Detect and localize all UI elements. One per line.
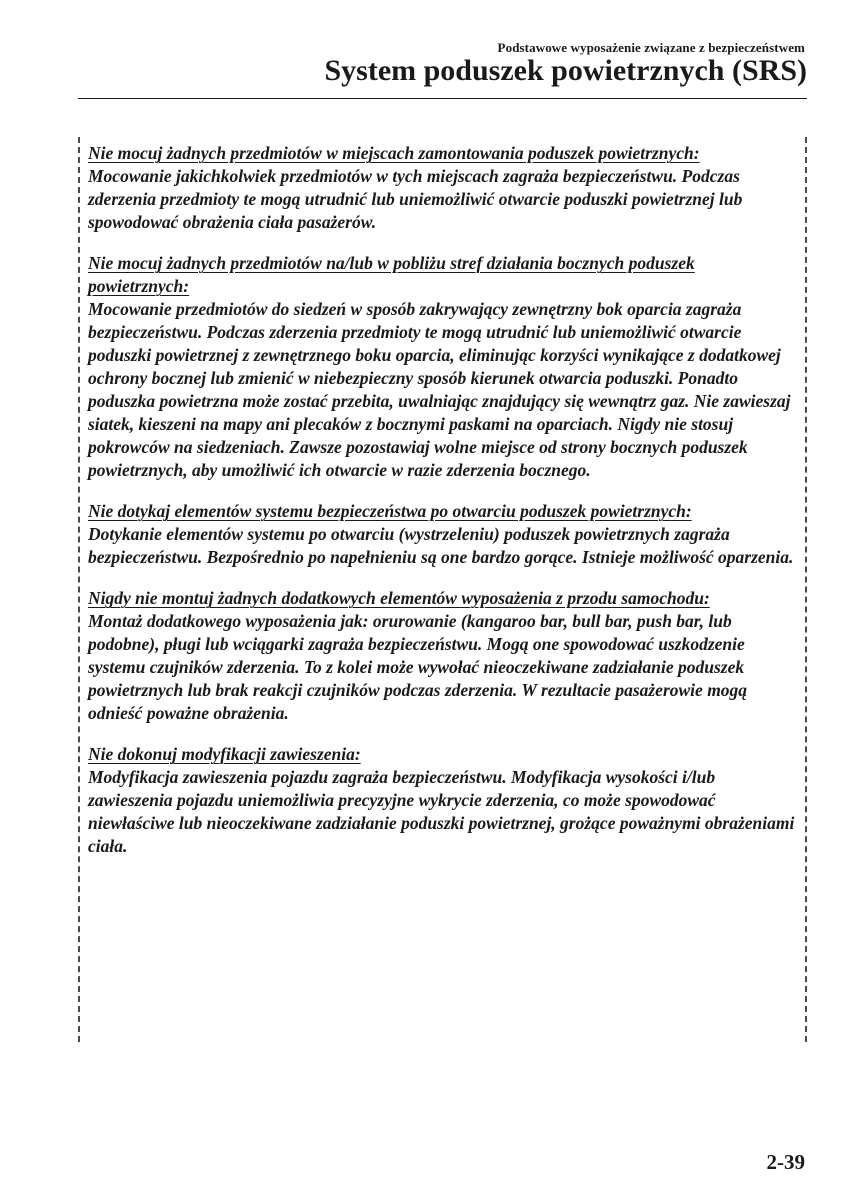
warning-content [88, 142, 798, 876]
warning-body: Mocowanie jakichkolwiek przedmiotów w tych miejscach zagraża bezpieczeństwu. Podczas zderzenia przedmioty te mogą utrudnić lub uniemożliwić otwarcie poduszki powietrznej lub spowodować obrażenia ciała pasażerów. [88, 166, 743, 232]
page-number: 2-39 [766, 1150, 805, 1174]
warning-section-2 [88, 252, 798, 482]
warning-section-3 [88, 500, 798, 569]
warning-heading: Nie dokonuj modyfikacji zawieszenia: [88, 744, 361, 764]
warning-body: Dotykanie elementów systemu po otwarciu (wystrzeleniu) poduszek powietrznych zagraża bezpieczeństwu. Bezpośrednio po napełnieniu są one bardzo gorące. Istnieje możliwość oparzenia. [88, 524, 794, 567]
header-divider [78, 98, 807, 99]
warning-section-4 [88, 587, 798, 725]
warning-body: Modyfikacja zawieszenia pojazdu zagraża bezpieczeństwu. Modyfikacja wysokości i/lub zawieszenia pojazdu uniemożliwia precyzyjne wykrycie zderzenia, co może spowodować niewłaściwe lub nieoczekiwane zadziałanie poduszki powietrznej, grożące poważnymi obrażeniami ciała. [88, 767, 795, 856]
page-title: System poduszek powietrznych (SRS) [324, 54, 807, 87]
warning-section-5 [88, 743, 798, 858]
section-subtitle: Podstawowe wyposażenie związane z bezpieczeństwem [497, 40, 805, 55]
warning-body: Montaż dodatkowego wyposażenia jak: orurowanie (kangaroo bar, bull bar, push bar, lub podobne), pługi lub wciągarki zagraża bezpieczeństwu. Mogą one spowodować uszkodzenie systemu czujników zderzenia. To z kolei może wywołać nieoczekiwane zadziałanie poduszek powietrznych lub brak reakcji czujników podczas zderzenia. W rezultacie pasażerowie mogą odnieść poważne obrażenia. [88, 611, 748, 723]
warning-heading: Nie dotykaj elementów systemu bezpieczeństwa po otwarciu poduszek powietrznych: [88, 501, 692, 521]
warning-body: Mocowanie przedmiotów do siedzeń w sposób zakrywający zewnętrzny bok oparcia zagraża bezpieczeństwu. Podczas zderzenia przedmioty te mogą utrudnić lub uniemożliwić otwarcie poduszki powietrznej z zewnętrznego boku oparcia, eliminując korzyści wynikające z dodatkowej ochrony bocznej lub zmienić w niebezpieczny sposób kierunek otwarcia poduszki. Ponadto poduszka powietrzna może zostać przebita, uwalniając znajdujący się wewnątrz gaz. Nie zawieszaj siatek, kieszeni na mapy ani plecaków z bocznymi paskami na oparciach. Nigdy nie stosuj pokrowców na siedzeniach. Zawsze pozostawiaj wolne miejsce od strony bocznych poduszek powietrznych, aby umożliwić ich otwarcie w razie zderzenia bocznego. [88, 299, 791, 480]
warning-heading: Nie mocuj żadnych przedmiotów w miejscach zamontowania poduszek powietrznych: [88, 143, 700, 163]
warning-heading: Nigdy nie montuj żadnych dodatkowych elementów wyposażenia z przodu samochodu: [88, 588, 710, 608]
warning-heading: Nie mocuj żadnych przedmiotów na/lub w pobliżu stref działania bocznych poduszek powietrznych: [88, 253, 695, 296]
warning-section-1 [88, 142, 798, 234]
